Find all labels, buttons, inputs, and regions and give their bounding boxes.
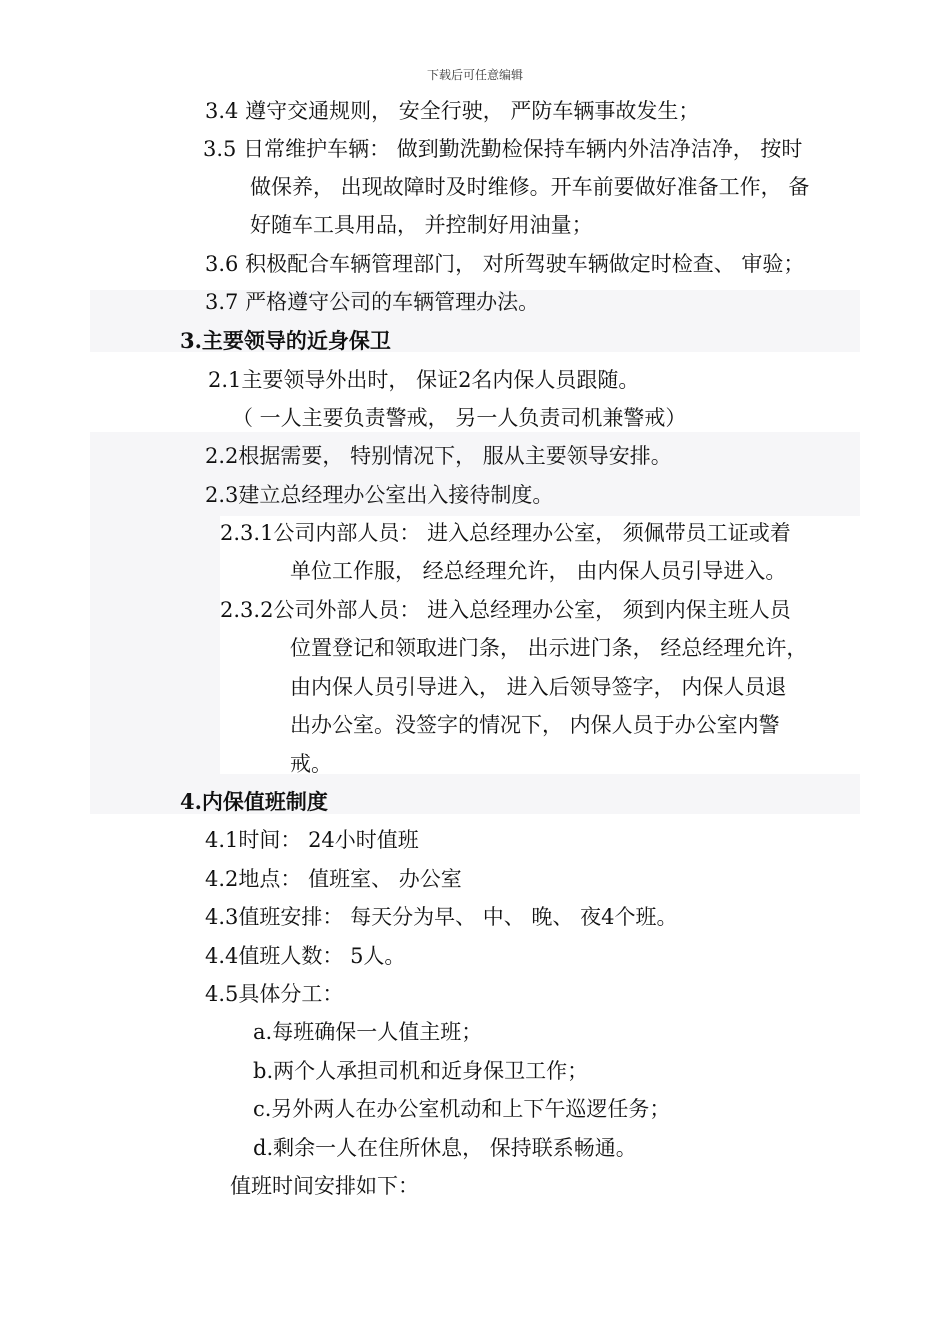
item-3-6: 3.6 积极配合车辆管理部门， 对所驾驶车辆做定时检查、 审验；	[205, 252, 805, 276]
item-3-4: 3.4 遵守交通规则， 安全行驶， 严防车辆事故发生；	[205, 99, 700, 123]
item-2-3-2-cont-4: 戒。	[290, 752, 332, 776]
header-note: 下载后可任意编辑	[426, 68, 523, 82]
item-3-7: 3.7 严格遵守公司的车辆管理办法。	[205, 290, 540, 314]
section-heading-3: 3.主要领导的近身保卫	[180, 328, 391, 353]
item-4-5-d: d.剩余一人在住所休息， 保持联系畅通。	[253, 1136, 637, 1160]
item-3-5-cont-1: 做保养， 出现故障时及时维修。开车前要做好准备工作， 备	[250, 175, 810, 199]
item-2-3-2-cont-2: 由内保人员引导进入， 进入后领导签字， 内保人员退	[290, 675, 787, 699]
shaded-band-3	[90, 516, 220, 774]
item-2-3-2-cont-1: 位置登记和领取进门条， 出示进门条， 经总经理允许，	[290, 636, 808, 660]
schedule-intro: 值班时间安排如下：	[230, 1174, 419, 1198]
item-4-3: 4.3值班安排： 每天分为早、 中、 晚、 夜4个班。	[205, 905, 678, 929]
item-2-1: 2.1主要领导外出时， 保证2名内保人员跟随。	[208, 368, 640, 392]
item-2-3-2: 2.3.2公司外部人员： 进入总经理办公室， 须到内保主班人员	[220, 598, 791, 622]
item-2-1-note: （ 一人主要负责警戒， 另一人负责司机兼警戒）	[232, 406, 687, 430]
item-4-5-c: c.另外两人在办公室机动和上下午巡逻任务；	[253, 1097, 671, 1121]
item-3-5: 3.5 日常维护车辆： 做到勤洗勤检保持车辆内外洁净洁净， 按时	[203, 137, 803, 161]
item-4-5: 4.5具体分工：	[205, 982, 344, 1006]
section-heading-4: 4.内保值班制度	[180, 789, 328, 814]
item-2-3-2-cont-3: 出办公室。没签字的情况下， 内保人员于办公室内警	[290, 713, 780, 737]
item-2-3-1: 2.3.1公司内部人员： 进入总经理办公室， 须佩带员工证或着	[220, 521, 791, 545]
item-4-5-a: a.每班确保一人值主班；	[253, 1020, 483, 1044]
item-2-2: 2.2根据需要， 特别情况下， 服从主要领导安排。	[205, 444, 672, 468]
item-4-1: 4.1时间： 24小时值班	[205, 828, 419, 852]
item-4-4: 4.4值班人数： 5人。	[205, 944, 406, 968]
item-2-3-1-cont: 单位工作服， 经总经理允许， 由内保人员引导进入。	[290, 559, 787, 583]
item-4-2: 4.2地点： 值班室、 办公室	[205, 867, 462, 891]
item-3-5-cont-2: 好随车工具用品， 并控制好用油量；	[250, 213, 593, 237]
item-2-3: 2.3建立总经理办公室出入接待制度。	[205, 483, 554, 507]
item-4-5-b: b.两个人承担司机和近身保卫工作；	[253, 1059, 589, 1083]
